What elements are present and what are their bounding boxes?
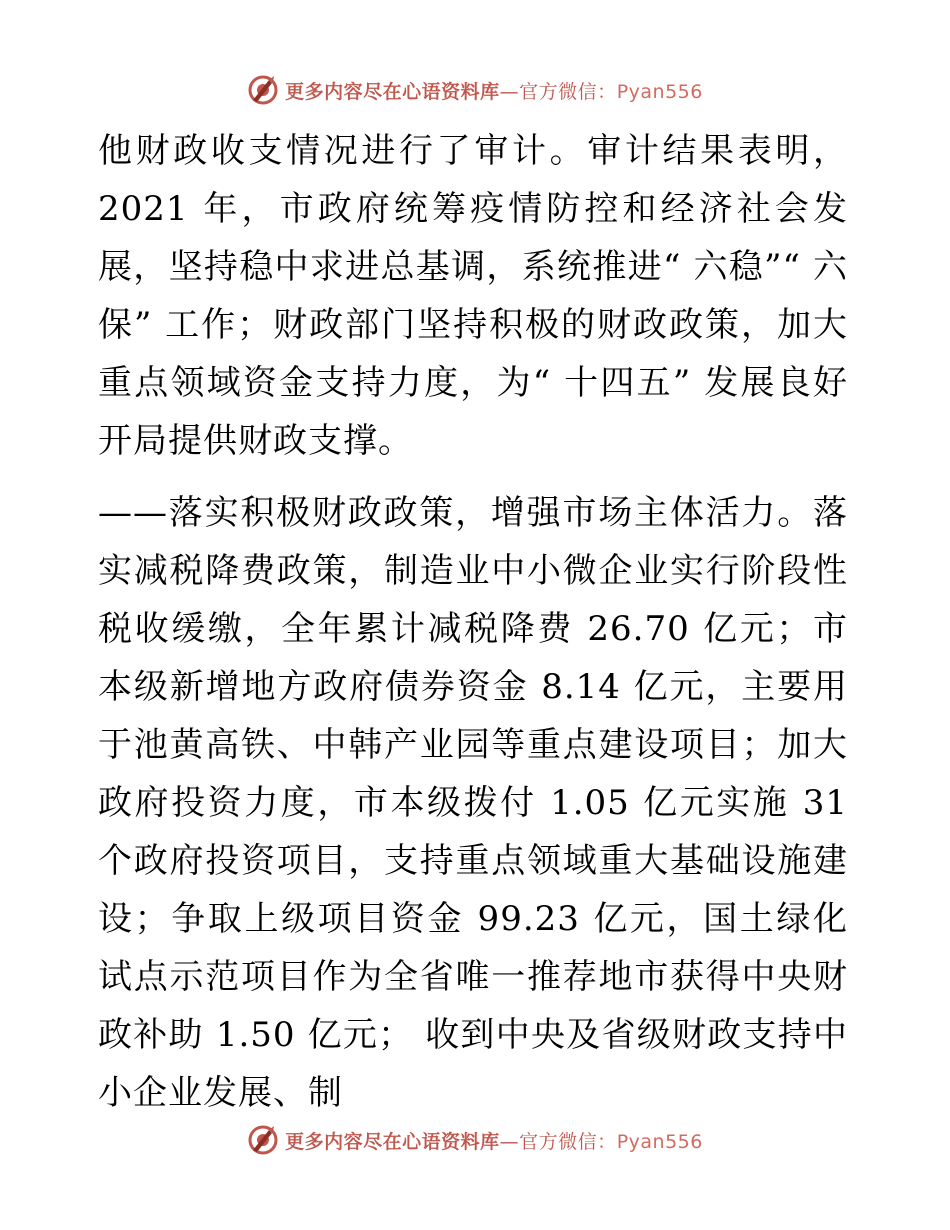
footer-banner [0,1120,950,1160]
header-banner [0,70,950,110]
header-wechat-id: Pyan556 [616,80,703,103]
footer-wechat-id: Pyan556 [616,1130,703,1153]
paragraph-audit-summary: 他财政收支情况进行了审计。审计结果表明，2021 年，市政府统筹疫情防控和经济社会发展，坚持稳中求进总基调，系统推进“ 六稳”“ 六保” 工作；财政部门坚持积极的财政政策，加大重点领域资金支持力度，为“ 十四五” 发展良好开局提供财政支撑。 [98,131,848,461]
quill-circle-logo-icon [247,74,279,106]
footer-banner-text: 更多内容尽在心语资料库—官方微信：Pyan556 [285,1130,703,1153]
header-banner-text: 更多内容尽在心语资料库—官方微信：Pyan556 [285,80,703,103]
paragraph-fiscal-policy: ——落实积极财政政策，增强市场主体活力。落实减税降费政策，制造业中小微企业实行阶段性税收缓缴，全年累计减税降费 26.70 亿元；市本级新增地方政府债券资金 8.14 亿元，主要用于池黄高铁、中韩产业园等重点建设项目；加大政府投资力度，市本级拨付 1.05 亿元实施 31 个政府投资项目，支持重点领域重大基础设施建设；争取上级项目资金 99.23 亿元，国土绿化试点示范项目作为全省唯一推荐地市获得中央财政补助 1.50 亿元； 收到中央及省级财政支持中小企业发展、制 [98,493,848,1113]
quill-circle-logo-icon [247,1124,279,1156]
document-body [98,122,848,1122]
